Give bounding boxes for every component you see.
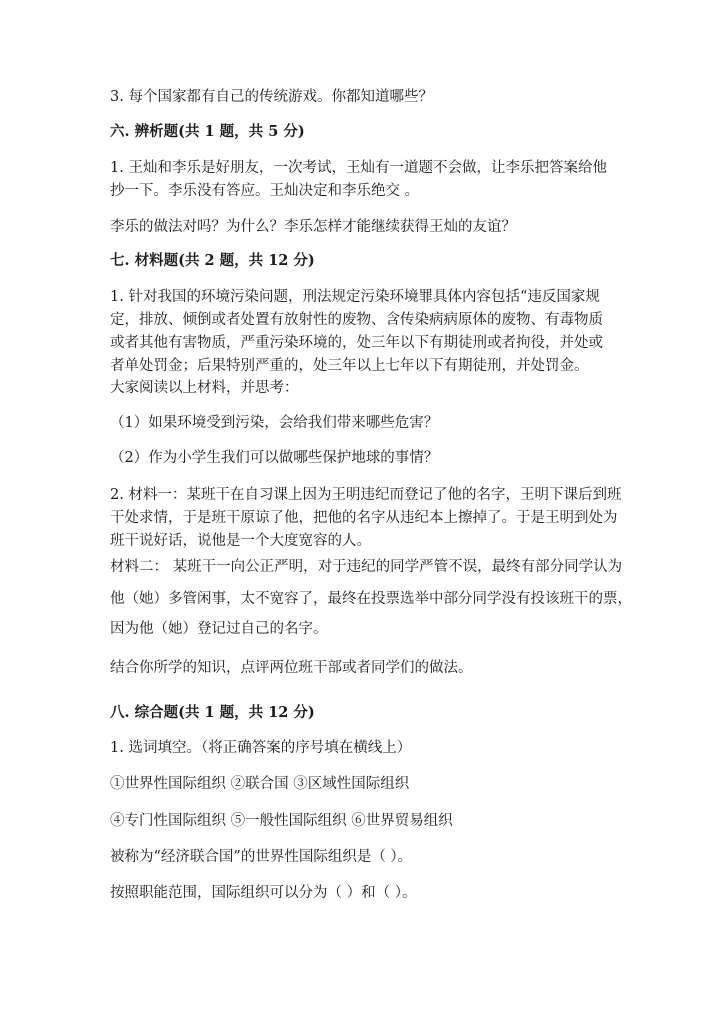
material-1-subquestion-2: （2）作为小学生我们可以做哪些保护地球的事情？ xyxy=(110,450,439,466)
q1-analysis-question: 李乐的做法对吗？为什么？李乐怎样才能继续获得王灿的友谊？ xyxy=(110,219,516,235)
section-8-heading: 八. 综合题(共 1 题，共 12 分) xyxy=(110,704,315,721)
fill-blank-1: 被称为“经济联合国”的世界性国际组织是（ ）。 xyxy=(110,849,413,865)
material-2-line-3: 班干说好话，说他是一个大度宽容的人。 xyxy=(110,533,371,549)
options-row-1: ①世界性国际组织 ②联合国 ③区域性国际组织 xyxy=(110,776,410,792)
section-7-heading: 七. 材料题(共 2 题，共 12 分) xyxy=(110,252,315,269)
q1-fill-instructions: 1. 选词填空。（将正确答案的序号填在横线上） xyxy=(110,740,412,756)
material-1-line-2: 定，排放、倾倒或者处置有放射性的废物、含传染病病原体的废物、有毒物质 xyxy=(110,312,603,328)
question-3-games: 3. 每个国家都有自己的传统游戏。你都知道哪些？ xyxy=(110,89,433,105)
material-1-line-1: 1. 针对我国的环境污染问题，刑法规定污染环境罪具体内容包括“违反国家规 xyxy=(110,289,600,305)
material-1-line-4: 者单处罚金；后果特别严重的，处三年以上七年以下有期徒刑，并处罚金。 xyxy=(110,358,589,374)
material-2-line-1: 2. 材料一：某班干在自习课上因为王明违纪而登记了他的名字，王明下课后到班 xyxy=(110,487,622,503)
material-2-question: 结合你所学的知识，点评两位班干部或者同学们的做法。 xyxy=(110,660,473,676)
q1-analysis-line-1: 1. 王灿和李乐是好朋友，一次考试，王灿有一道题不会做，让李乐把答案给他 xyxy=(110,160,607,176)
material-2b-line-2: 他（她）多管闲事，太不宽容了，最终在投票选举中部分同学没有投该班干的票， xyxy=(110,591,632,607)
options-row-2: ④专门性国际组织 ⑤一般性国际组织 ⑥世界贸易组织 xyxy=(110,813,453,829)
material-1-subquestion-1: （1）如果环境受到污染，会给我们带来哪些危害？ xyxy=(110,415,439,431)
material-2b-line-1: 材料二： 某班干一向公正严明，对于违纪的同学严管不误，最终有部分同学认为 xyxy=(110,559,623,575)
material-1-line-3: 或者其他有害物质，严重污染环境的，处三年以下有期徒刑或者拘役，并处或 xyxy=(110,335,603,351)
q1-analysis-line-2: 抄一下。李乐没有答应。王灿决定和李乐绝交 。 xyxy=(110,183,420,199)
material-2-line-2: 干处求情，于是班干原谅了他，把他的名字从违纪本上擦掉了。于是王明到处为 xyxy=(110,510,618,526)
material-2b-line-3: 因为他（她）登记过自己的名字。 xyxy=(110,621,328,637)
material-1-prompt: 大家阅读以上材料，并思考： xyxy=(110,380,299,396)
section-6-heading: 六. 辨析题(共 1 题，共 5 分) xyxy=(110,123,305,140)
fill-blank-2: 按照职能范围，国际组织可以分为（ ）和（ ）。 xyxy=(110,885,417,901)
